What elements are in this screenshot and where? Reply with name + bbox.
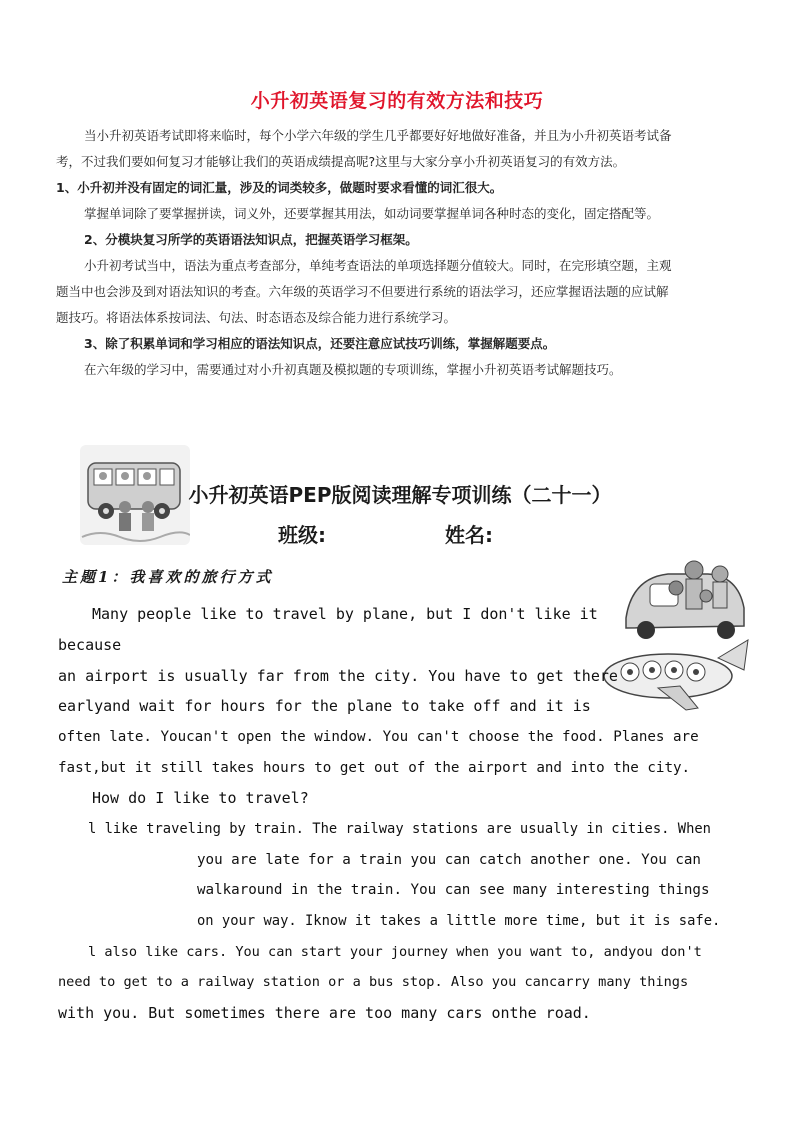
reading-line-12: l also like cars. You can start your journey when you want to, andyou don't [88,944,702,960]
point-2-line-2: 题当中也会涉及到对语法知识的考查。六年级的英语学习不但要进行系统的语法学习，还应掌握语法题的应试解 [56,284,669,299]
class-label: 班级: [278,523,326,547]
reading-line-7: How do I like to travel? [92,789,309,807]
point-2-line-3: 题技巧。将语法体系按词法、句法、时态语态及综合能力进行系统学习。 [56,310,457,325]
reading-line-6: fast,but it still takes hours to get out of the airport and into the city. [58,760,691,776]
point-3-text: 在六年级的学习中，需要通过对小升初真题及模拟题的专项训练，掌握小升初英语考试解题技巧。 [84,362,622,377]
name-label: 姓名: [445,523,493,547]
reading-line-1: Many people like to travel by plane, but I don't like it [92,605,598,623]
document-title: 小升初英语复习的有效方法和技巧 [250,90,544,112]
reading-line-4: earlyand wait for hours for the plane to take off and it is [58,697,591,715]
travel-illustration [598,548,754,714]
reading-line-5: often late. Youcan't open the window. You can't choose the food. Planes are [58,729,699,745]
reading-line-11: on your way. Iknow it takes a little more time, but it is safe. [197,913,721,929]
reading-line-8: l like traveling by train. The railway stations are usually in cities. When [88,821,711,837]
reading-line-14: with you. But sometimes there are too many cars onthe road. [58,1004,591,1022]
topic-heading: 主题1：我喜欢的旅行方式 [62,568,274,586]
intro-line-2: 考，不过我们要如何复习才能够让我们的英语成绩提高呢?这里与大家分享小升初英语复习的有效方法。 [56,154,626,169]
intro-line-1: 当小升初英语考试即将来临时，每个小学六年级的学生几乎都要好好地做好准备，并且为小升初英语考试备 [84,128,672,143]
worksheet-title: 小升初英语PEP版阅读理解专项训练（二十一） [188,483,612,507]
point-1-text: 掌握单词除了要掌握拼读，词义外，还要掌握其用法，如动词要掌握单词各种时态的变化，固定搭配等。 [84,206,660,221]
intro-paragraph [56,123,746,383]
reading-line-10: walkaround in the train. You can see many interesting things [197,882,710,898]
reading-line-3: an airport is usually far from the city. You have to get there [58,667,618,685]
point-2-line-1: 小升初考试当中，语法为重点考查部分，单纯考查语法的单项选择题分值较大。同时，在完形填空题，主观 [84,258,672,273]
reading-line-2: because [58,636,122,654]
reading-line-9: you are late for a train you can catch another one. You can [197,852,701,868]
reading-line-13: need to get to a railway station or a bus stop. Also you cancarry many things [58,974,689,990]
point-1-heading: 1、小升初并没有固定的词汇量，涉及的词类较多，做题时要求看懂的词汇很大。 [56,180,503,195]
point-3-heading: 3、除了积累单词和学习相应的语法知识点，还要注意应试技巧训练，掌握解题要点。 [84,336,556,351]
point-2-heading: 2、分模块复习所学的英语语法知识点，把握英语学习框架。 [84,232,418,247]
